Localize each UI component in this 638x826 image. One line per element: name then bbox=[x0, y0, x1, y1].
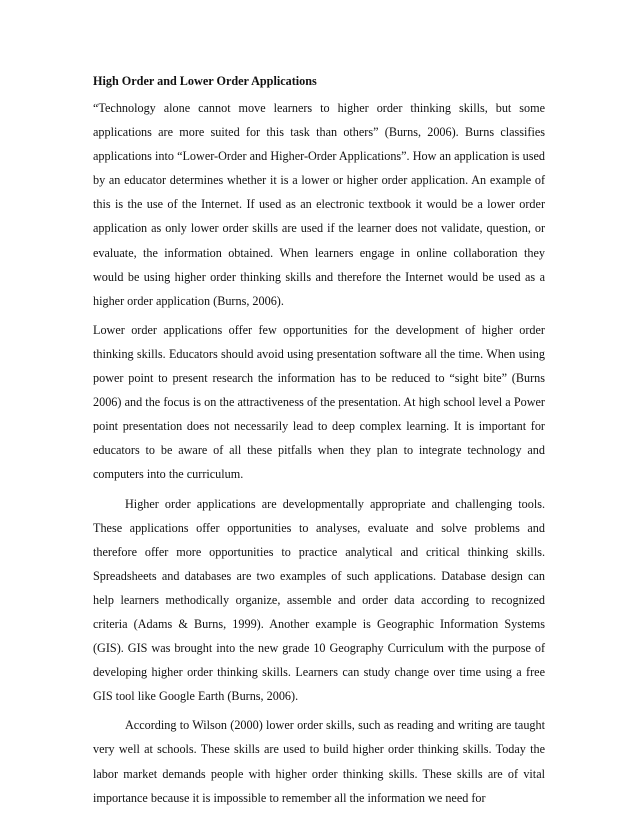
section-heading: High Order and Lower Order Applications bbox=[93, 74, 317, 88]
paragraph-lower-order: Lower order applications offer few opportunities for the development of higher order thinking skills. Educators should avoid using presentation software all the time. When using power point to present research the information has to be reduced to “sight bite” (Burns 2006) and the focus is on the attractiveness of the presentation. At high school level a Power point presentation does not necessarily lead to deep complex learning. It is important for educators to be aware of all these pitfalls when they plan to integrate technology and computers into the curriculum. bbox=[93, 322, 545, 482]
paragraph-higher-order: Higher order applications are developmentally appropriate and challenging tools. These applications offer opportunities to analyses, evaluate and solve problems and therefore offer more opportunities to practice analytical and critical thinking skills. Spreadsheets and databases are two examples of such applications. Database design can help learners methodically organize, assemble and order data according to recognized criteria (Adams & Burns, 1999). Another example is Geographic Information Systems (GIS). GIS was brought into the new grade 10 Geography Curriculum with the purpose of developing higher order thinking skills. Learners can study change over time using a free GIS tool like Google Earth (Burns, 2006). bbox=[93, 496, 545, 704]
document-page bbox=[93, 70, 545, 815]
paragraph-wilson: According to Wilson (2000) lower order skills, such as reading and writing are taught very well at schools. These skills are used to build higher order thinking skills. Today the labor market demands people with higher order thinking skills. These skills are of vital importance because it is impossible to remember all the information we need for bbox=[93, 718, 545, 805]
paragraph-technology-quote: “Technology alone cannot move learners to higher order thinking skills, but some applications are more suited for this task than others” (Burns, 2006). Burns classifies applications into “Lower-Order and Higher-Order Applications”. How an application is used by an educator determines whether it is a lower or higher order application. An example of this is the use of the Internet. If used as an electronic textbook it would be a lower order application as only lower order skills are used if the learner does not validate, question, or evaluate, the information obtained. When learners engage in online collaboration they would be using higher order thinking skills and therefore the Internet would be used as a higher order application (Burns, 2006). bbox=[93, 101, 545, 308]
